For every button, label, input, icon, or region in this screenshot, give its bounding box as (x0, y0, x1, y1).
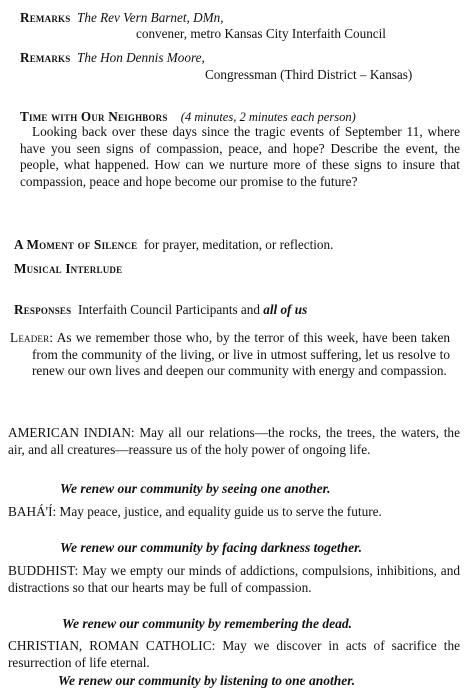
community-response: We renew our community by facing darkness together. (60, 540, 363, 555)
musical-interlude-heading: Musical Interlude (14, 261, 123, 276)
remarks-heading: Remarks (20, 50, 71, 65)
leader-label: Leader: (10, 330, 54, 345)
moment-of-silence-text: for prayer, meditation, or reflection. (143, 237, 334, 252)
section-heading: Time with Our Neighbors (20, 109, 168, 124)
reading-text: May we empty our minds of addictions, compulsions, inhibitions, and distractions so that our hearts may be full of compassion. (8, 563, 460, 595)
moment-of-silence-line (14, 237, 333, 253)
reading-bahai (8, 504, 460, 521)
tradition-label: BAHÁ'Í: (8, 504, 57, 519)
remarks-line-1 (20, 10, 224, 26)
responses-line (14, 302, 307, 318)
reading-buddhist (8, 563, 460, 596)
time-note: (4 minutes, 2 minutes each person) (180, 110, 356, 124)
speaker-name: The Hon Dennis Moore, (77, 50, 205, 65)
tradition-label: CHRISTIAN, ROMAN CATHOLIC: (8, 638, 216, 653)
tradition-label: AMERICAN INDIAN: (8, 425, 135, 440)
speaker-role: Congressman (Third District – Kansas) (205, 67, 413, 82)
reading-text: May we discover in acts of sacrifice the resurrection of life eternal. (8, 638, 461, 670)
responses-text: Interfaith Council Participants and (77, 302, 260, 317)
section-heading: A Moment of Silence (14, 237, 138, 252)
community-response: We renew our community by listening to one another. (58, 673, 356, 688)
remarks-heading: Remarks (20, 10, 71, 25)
time-with-neighbors-heading-line (20, 109, 356, 125)
speaker-role: convener, metro Kansas City Interfaith Council (136, 26, 386, 41)
remarks-line-2 (20, 50, 205, 66)
speaker-name: The Rev Vern Barnet, DMn, (77, 10, 224, 25)
responses-emphasis: all of us (263, 302, 308, 317)
tradition-label: BUDDHIST: (8, 563, 79, 578)
reading-text: May peace, justice, and equality guide us to serve the future. (59, 504, 382, 519)
section-heading: Responses (14, 302, 72, 317)
reading-american-indian (8, 425, 460, 458)
community-response: We renew our community by seeing one another. (60, 481, 331, 496)
community-response: We renew our community by remembering the dead. (62, 616, 352, 631)
leader-text: As we remember those who, by the terror of this week, have been taken from the community of the living, or live in utmost suffering, let us resolve to renew our own lives and deepen our community with energy and compassion. (32, 330, 451, 378)
reading-text: May all our relations—the rocks, the trees, the waters, the air, and all creatures—reassure us of the holy power of ongoing life. (8, 425, 460, 457)
leader-paragraph (10, 330, 450, 380)
time-with-neighbors-body: Looking back over these days since the tragic events of September 11, where have you seen signs of compassion, peace, and hope? Describe the event, the people, what happened. How can we nurture more of these signs to insure that compassion, peace and hope become our promise to the future? (20, 124, 460, 189)
reading-christian-roman-catholic (8, 638, 460, 671)
